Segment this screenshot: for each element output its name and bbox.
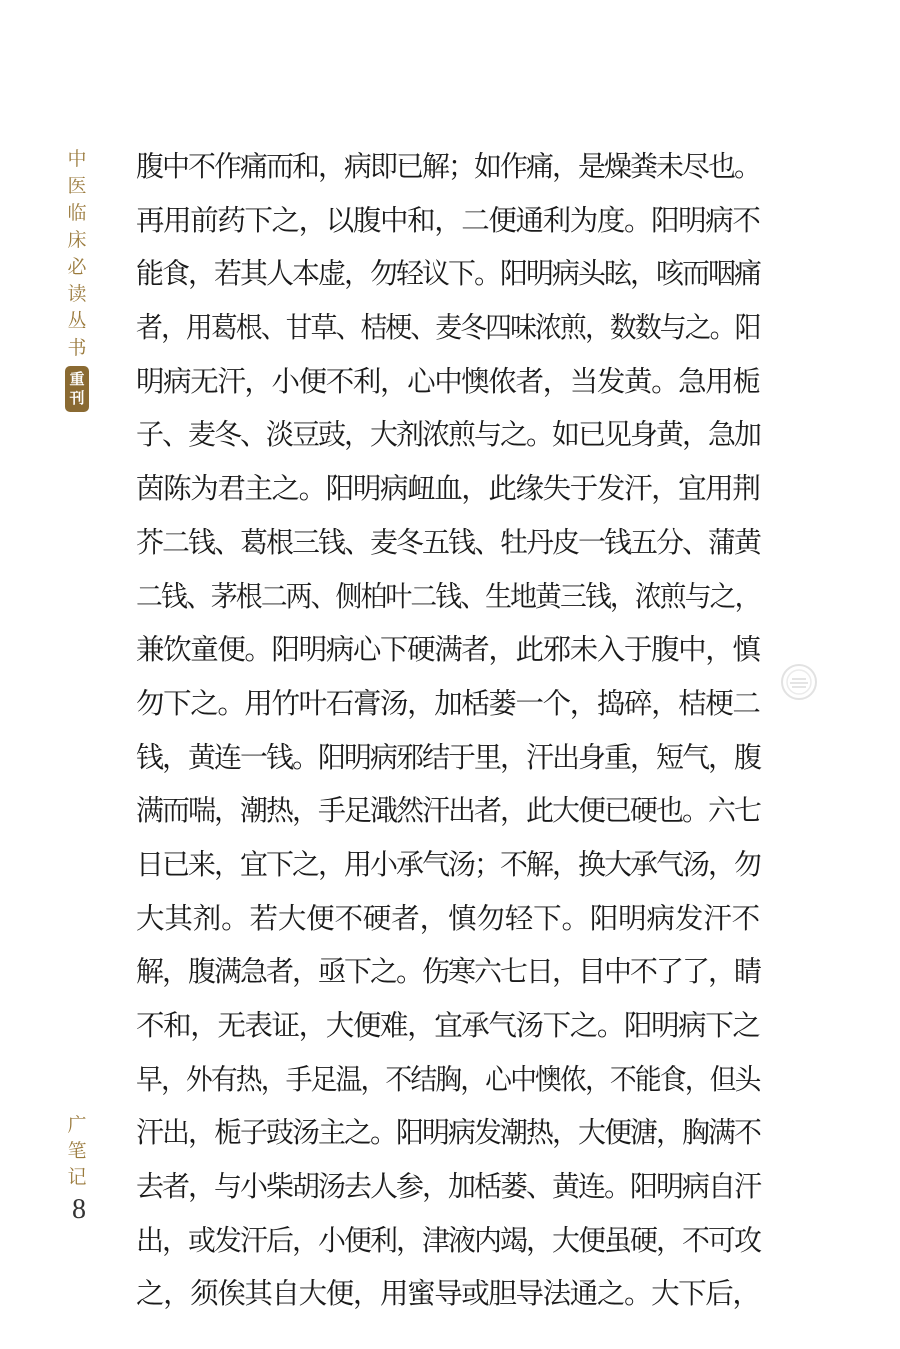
text-line: 二钱、茅根二两、侧柏叶二钱、生地黄三钱，浓煎与之， xyxy=(136,579,760,613)
book-title-vertical xyxy=(64,1112,90,1190)
body-text xyxy=(136,140,760,1321)
library-stamp-icon xyxy=(779,662,819,702)
text-line: 日已来，宜下之，用小承气汤；不解，换大承气汤，勿 xyxy=(136,847,761,881)
text-line: 能食，若其人本虚，勿轻议下。阳明病头眩，咳而咽痛 xyxy=(136,257,761,291)
text-line: 钱，黄连一钱。阳明病邪结于里，汗出身重，短气，腹 xyxy=(136,740,761,774)
series-title-vertical xyxy=(64,146,90,412)
series-title-char: 丛 xyxy=(67,310,87,332)
text-line: 大其剂。若大便不硬者，慎勿轻下。阳明病发汗不 xyxy=(136,901,761,935)
text-line: 者，用葛根、甘草、桔梗、麦冬四味浓煎，数数与之。阳 xyxy=(136,311,760,345)
text-line: 茵陈为君主之。阳明病衄血，此缘失于发汗，宜用荆 xyxy=(136,472,760,506)
text-line: 出，或发汗后，小便利，津液内竭，大便虽硬，不可攻 xyxy=(136,1223,761,1257)
text-line: 腹中不作痛而和，病即已解；如作痛，是燥粪未尽也。 xyxy=(136,150,761,183)
series-title-char: 读 xyxy=(67,283,87,305)
series-title-char: 床 xyxy=(67,229,87,251)
text-line: 之，须俟其自大便，用蜜导或胆导法通之。大下后， xyxy=(136,1277,760,1311)
text-line: 明病无汗，小便不利，心中懊侬者，当发黄。急用栀 xyxy=(136,364,760,398)
text-line: 再用前药下之，以腹中和，二便通利为度。阳明病不 xyxy=(136,203,760,237)
text-line: 汗出，栀子豉汤主之。阳明病发潮热，大便溏，胸满不 xyxy=(136,1116,761,1150)
book-title-char: 笔 xyxy=(67,1140,87,1162)
seal-badge xyxy=(65,366,89,412)
text-line: 子、麦冬、淡豆豉，大剂浓煎与之。如已见身黄，急加 xyxy=(136,418,761,452)
series-title-char: 中 xyxy=(67,148,87,170)
seal-char: 刊 xyxy=(69,389,85,407)
series-title-char: 医 xyxy=(67,175,87,197)
text-line: 解，腹满急者，亟下之。伤寒六七日，目中不了了，睛 xyxy=(136,955,761,989)
text-line: 去者，与小柴胡汤去人参，加栝蒌、黄连。阳明病自汗 xyxy=(136,1170,761,1204)
seal-char: 重 xyxy=(69,370,85,388)
text-line: 满而喘，潮热，手足濈然汗出者，此大便已硬也。六七 xyxy=(136,794,761,828)
text-line: 勿下之。用竹叶石膏汤，加栝蒌一个，捣碎，桔梗二 xyxy=(136,686,760,720)
text-line: 早，外有热，手足温，不结胸，心中懊侬，不能食，但头 xyxy=(136,1062,760,1096)
series-title-char: 临 xyxy=(67,202,87,224)
text-line: 芥二钱、葛根三钱、麦冬五钱、牡丹皮一钱五分、蒲黄 xyxy=(136,525,761,559)
text-line: 不和，无表证，大便难，宜承气汤下之。阳明病下之 xyxy=(136,1009,760,1042)
book-title-char: 记 xyxy=(67,1166,87,1188)
page-number: 8 xyxy=(72,1194,86,1225)
text-line: 兼饮童便。阳明病心下硬满者，此邪未入于腹中，慎 xyxy=(136,633,760,667)
series-title-char: 书 xyxy=(67,337,87,359)
book-title-char: 广 xyxy=(67,1114,87,1136)
series-title-char: 必 xyxy=(67,256,87,278)
